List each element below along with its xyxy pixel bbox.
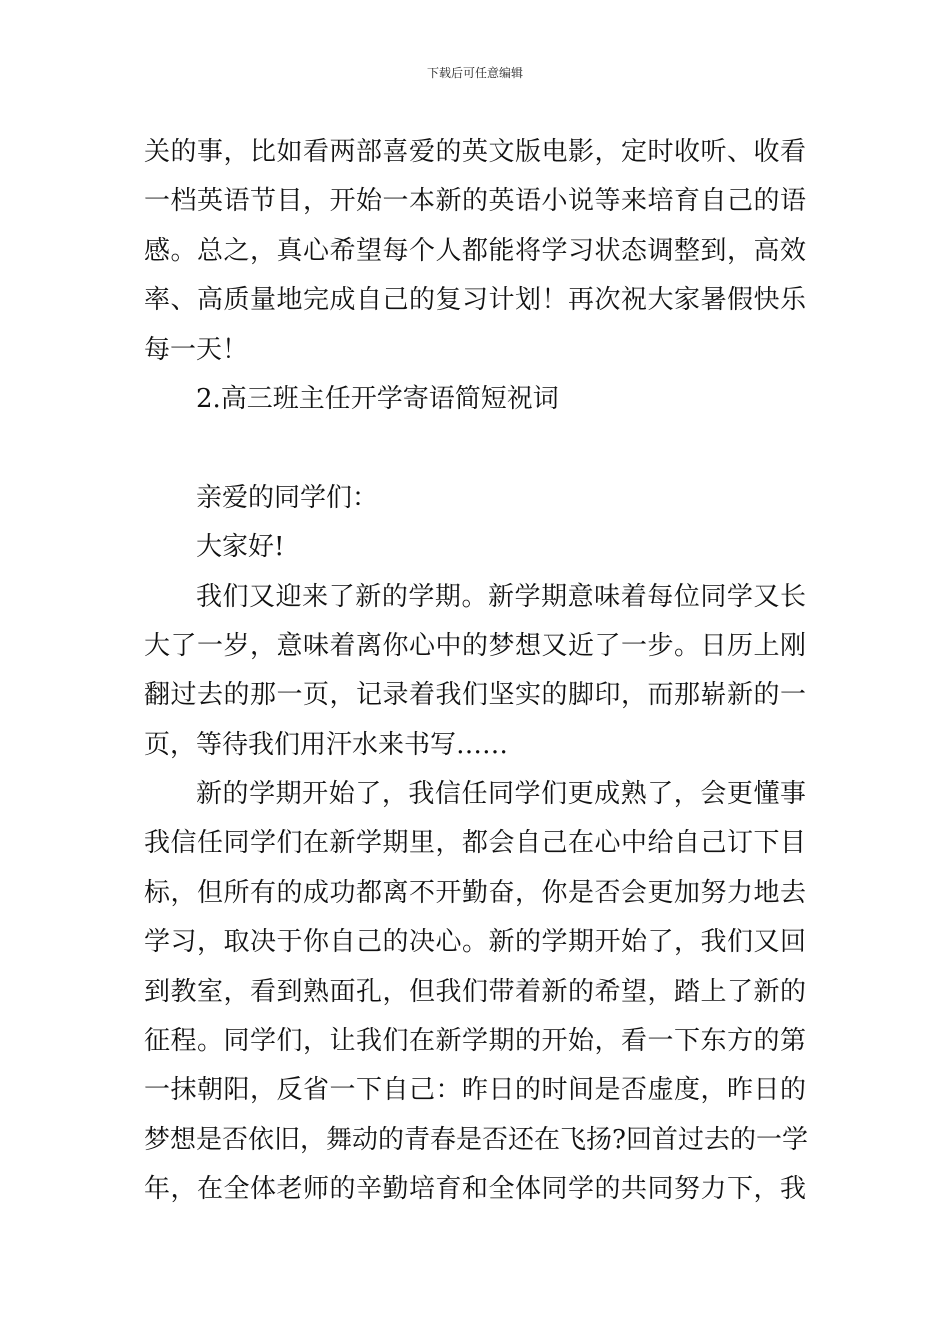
text-line: 一档英语节目，开始一本新的英语小说等来培育自己的语 [144,186,806,217]
text-line: 学习，取决于你自己的决心。新的学期开始了，我们又回 [144,927,806,958]
text-line: 到教室，看到熟面孔，但我们带着新的希望，踏上了新的 [144,976,806,1007]
text-line: 感。总之，真心希望每个人都能将学习状态调整到，高效 [144,235,806,266]
text-line: 页，等待我们用汗水来书写…… [144,729,509,760]
text-line: 年，在全体老师的辛勤培育和全体同学的共同努力下，我 [144,1174,806,1205]
text-line: 一抹朝阳，反省一下自己：昨日的时间是否虚度，昨日的 [144,1075,806,1106]
text-line: 翻过去的那一页，记录着我们坚实的脚印，而那崭新的一 [144,680,806,711]
text-line: 我们又迎来了新的学期。新学期意味着每位同学又长 [196,581,806,612]
greeting: 大家好! [196,532,285,563]
text-line: 关的事，比如看两部喜爱的英文版电影，定时收听、收看 [144,137,806,167]
blank-line [144,424,806,473]
document-body [144,128,806,1215]
salutation: 亲爱的同学们： [196,482,379,513]
text-line: 我信任同学们在新学期里，都会自己在心中给自己订下目 [144,828,806,859]
page-header: 下载后可任意编辑 [426,66,523,80]
text-line: 每一天！ [144,334,249,365]
text-line: 新的学期开始了，我信任同学们更成熟了，会更懂事 [196,779,806,810]
text-line: 征程。同学们，让我们在新学期的开始，看一下东方的第 [144,1026,806,1057]
text-line: 大了一岁，意味着离你心中的梦想又近了一步。日历上刚 [144,630,806,661]
section-heading: 2.高三班主任开学寄语简短祝词 [196,383,559,414]
text-line: 梦想是否依旧，舞动的青春是否还在飞扬?回首过去的一学 [144,1124,808,1155]
text-line: 率、高质量地完成自己的复习计划！再次祝大家暑假快乐 [144,285,806,316]
text-line: 标，但所有的成功都离不开勤奋，你是否会更加努力地去 [144,877,806,908]
